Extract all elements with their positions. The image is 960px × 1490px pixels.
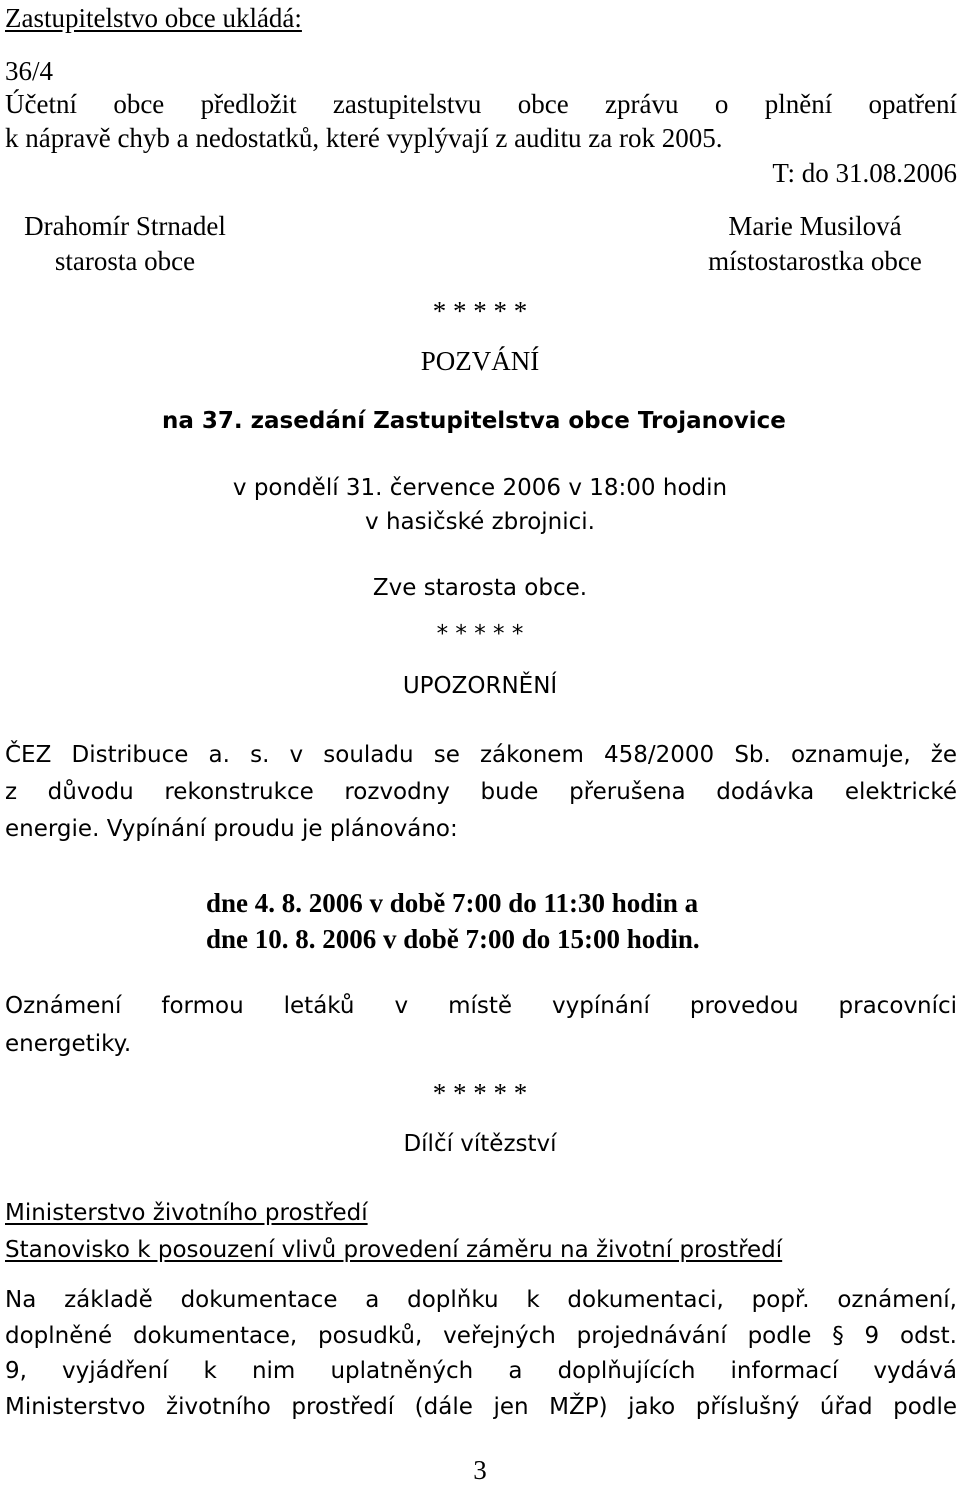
- ministry-name: Ministerstvo životního prostředí: [5, 1200, 368, 1226]
- separator: * * * * *: [432, 296, 528, 326]
- signature-right-name: Marie Musilová: [728, 211, 902, 241]
- invitation-place: v hasičské zbrojnici.: [365, 509, 595, 535]
- page-number: 3: [473, 1455, 487, 1485]
- separator: * * * * *: [436, 621, 524, 647]
- invitation-date: v pondělí 31. července 2006 v 18:00 hodin: [232, 475, 728, 501]
- signature-right-role: místostarostka obce: [708, 246, 922, 276]
- statement-title: Stanovisko k posouzení vlivů provedení záměru na životní prostředí: [5, 1237, 783, 1263]
- victory-text-line: 9, vyjádření k nim uplatněných a doplňujících informací vydává: [5, 1358, 957, 1384]
- invitation-title: POZVÁNÍ: [420, 346, 540, 376]
- section-heading: Zastupitelstvo obce ukládá:: [5, 3, 302, 33]
- notice-announcement: Oznámení formou letáků v místě vypínání provedou pracovníci: [5, 993, 957, 1019]
- resolution-number: 36/4: [5, 56, 54, 86]
- notice-text-line: z důvodu rekonstrukce rozvodny bude přerušena dodávka elektrické: [5, 779, 957, 805]
- notice-text-line: ČEZ Distribuce a. s. v souladu se zákonem 458/2000 Sb. oznamuje, že: [5, 742, 957, 768]
- separator: * * * * *: [432, 1078, 528, 1108]
- victory-text-line: Na základě dokumentace a doplňku k dokumentaci, popř. oznámení,: [5, 1287, 957, 1313]
- victory-text-line: Ministerstvo životního prostředí (dále jen MŽP) jako příslušný úřad podle: [5, 1394, 957, 1420]
- resolution-text-line: Účetní obce předložit zastupitelstvu obce zprávu o plnění opatření: [5, 89, 957, 119]
- outage-schedule-item: dne 4. 8. 2006 v době 7:00 do 11:30 hodin a: [206, 888, 699, 918]
- resolution-text-line: k nápravě chyb a nedostatků, které vyplývají z auditu za rok 2005.: [5, 123, 723, 153]
- invitation-subtitle: na 37. zasedání Zastupitelstva obce Trojanovice: [162, 408, 786, 434]
- victory-text-line: doplněné dokumentace, posudků, veřejných projednávání podle § 9 odst.: [5, 1323, 957, 1349]
- notice-announcement: energetiky.: [5, 1031, 132, 1057]
- signature-left-role: starosta obce: [54, 246, 196, 276]
- outage-schedule-item: dne 10. 8. 2006 v době 7:00 do 15:00 hodin.: [206, 924, 700, 954]
- signature-left-name: Drahomír Strnadel: [24, 211, 226, 241]
- victory-title: Dílčí vítězství: [403, 1131, 557, 1157]
- notice-text-line: energie. Vypínání proudu je plánováno:: [5, 816, 458, 842]
- invitation-signature: Zve starosta obce.: [372, 575, 588, 601]
- notice-title: UPOZORNĚNÍ: [402, 673, 558, 699]
- deadline: T: do 31.08.2006: [772, 158, 957, 188]
